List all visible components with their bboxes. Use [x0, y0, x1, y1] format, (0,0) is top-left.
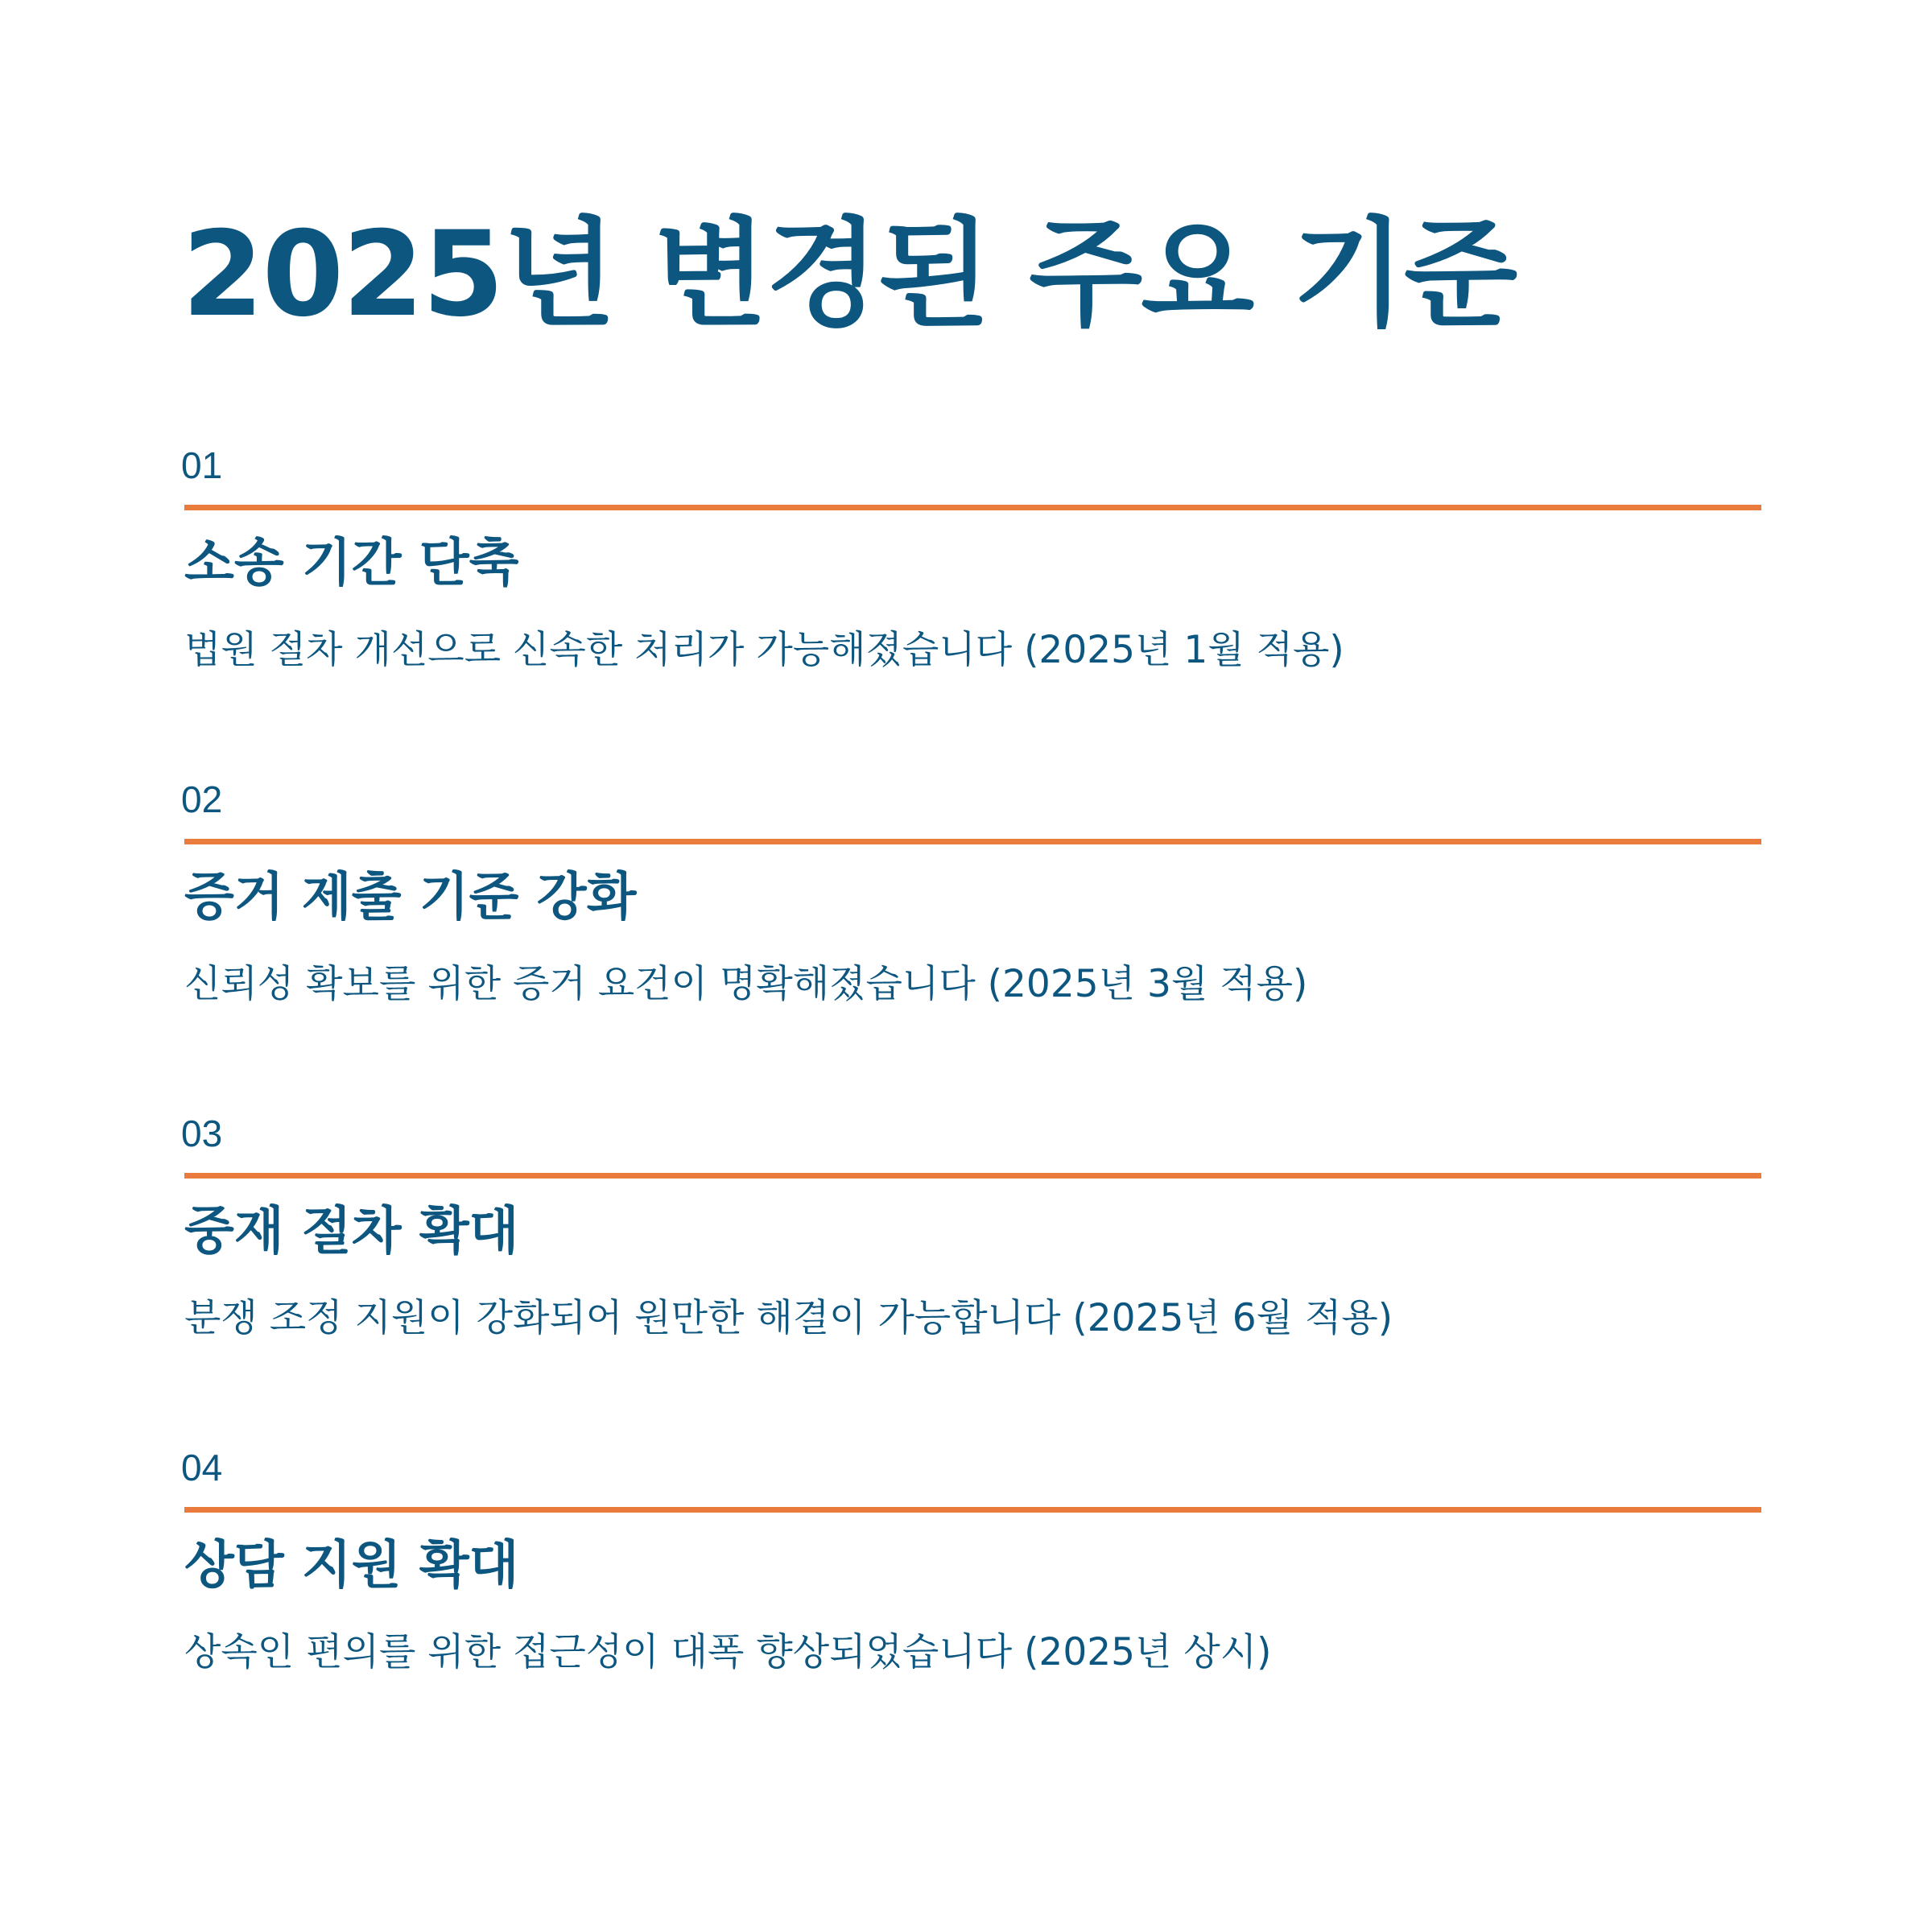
item-number: 04 — [181, 1447, 223, 1488]
item-number: 03 — [181, 1113, 223, 1154]
criteria-item-1 — [181, 444, 1761, 673]
item-number: 02 — [181, 778, 223, 820]
item-heading: 상담 지원 확대 — [184, 1536, 519, 1596]
item-divider — [184, 839, 1761, 844]
item-heading: 증거 제출 기준 강화 — [184, 868, 637, 927]
item-description: 법원 절차 개선으로 신속한 처리가 가능해졌습니다 (2025년 1월 적용) — [184, 627, 1344, 672]
item-number: 01 — [181, 444, 223, 486]
criteria-item-3 — [181, 1113, 1761, 1341]
item-heading: 중재 절차 확대 — [184, 1202, 519, 1261]
item-description: 상속인 편의를 위한 접근성이 대폭 향상되었습니다 (2025년 상시) — [184, 1629, 1272, 1674]
item-heading: 소송 기간 단축 — [184, 534, 519, 593]
item-divider — [184, 1173, 1761, 1179]
page-title: 2025년 변경된 주요 기준 — [182, 206, 1517, 343]
item-divider — [184, 505, 1761, 510]
criteria-item-4 — [181, 1447, 1761, 1675]
item-description: 분쟁 조정 지원이 강화되어 원만한 해결이 가능합니다 (2025년 6월 적용) — [184, 1295, 1393, 1340]
criteria-item-2 — [181, 778, 1761, 1007]
item-description: 신뢰성 확보를 위한 증거 요건이 명확해졌습니다 (2025년 3월 적용) — [184, 961, 1308, 1006]
item-divider — [184, 1507, 1761, 1513]
